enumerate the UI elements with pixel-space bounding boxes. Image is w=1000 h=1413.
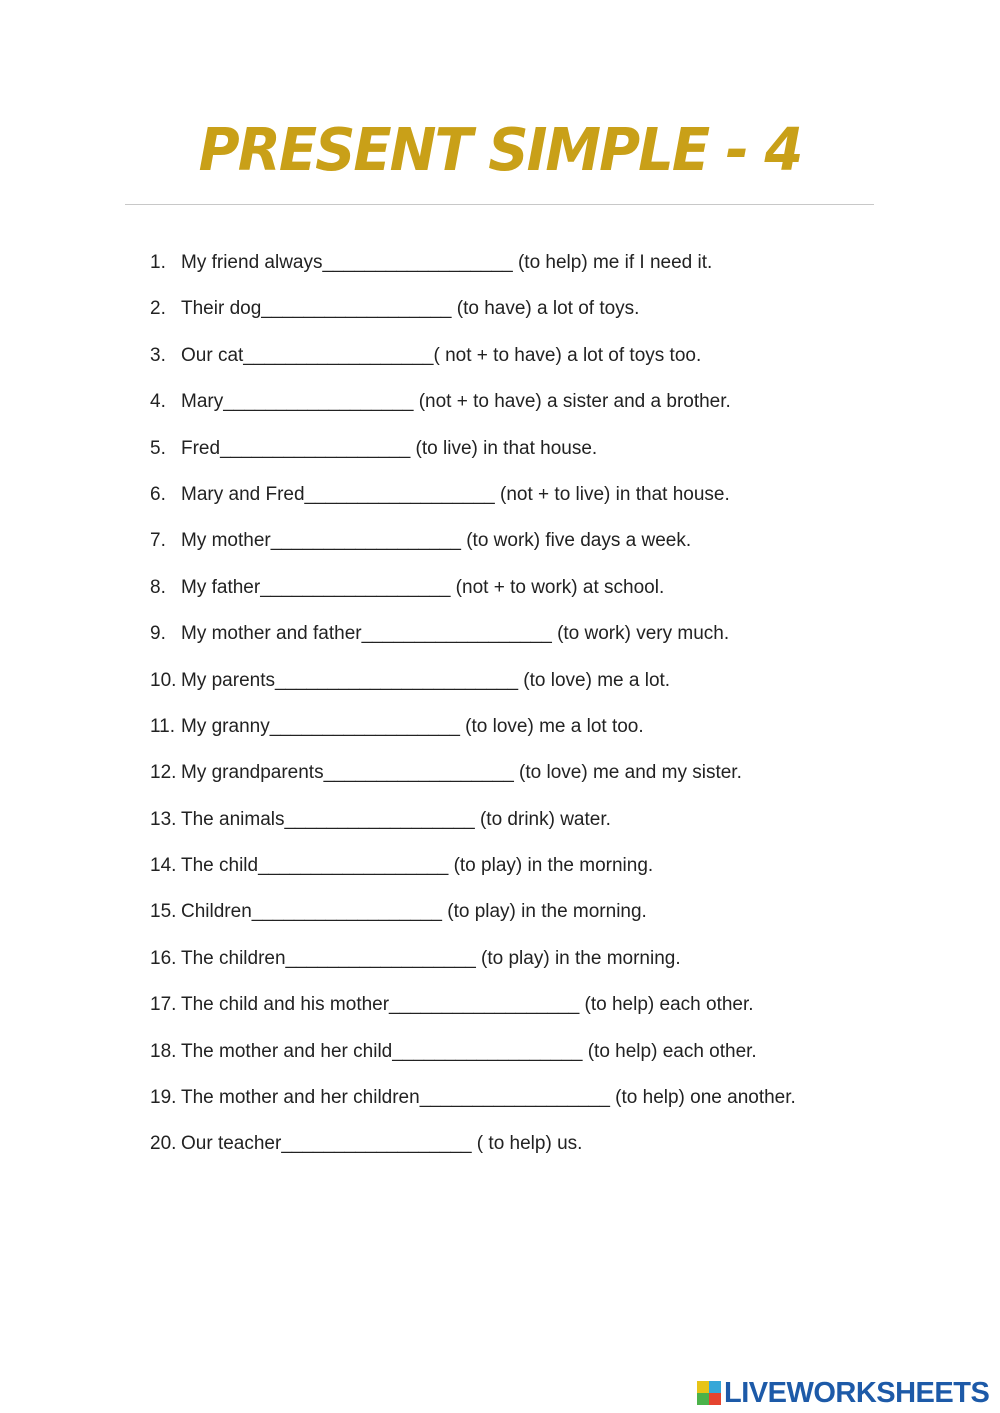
question-text: My friend always__________________ (to help) me if I need it. (181, 252, 713, 273)
question-number: 6. (150, 483, 166, 505)
question-number: 18. (150, 1040, 177, 1062)
question-item (150, 992, 796, 1038)
question-number: 7. (150, 530, 166, 552)
question-number: 4. (150, 391, 166, 413)
question-text: My mother__________________ (to work) five days a week. (181, 530, 692, 552)
question-text: The animals__________________ (to drink) water. (181, 808, 611, 830)
question-item (150, 250, 796, 296)
question-item (150, 1085, 796, 1131)
question-number: 5. (150, 437, 166, 459)
question-item (150, 482, 796, 528)
question-item (150, 853, 796, 899)
question-item (150, 343, 796, 389)
question-number: 3. (150, 344, 166, 366)
question-text: The children__________________ (to play) in the morning. (181, 947, 681, 969)
question-item (150, 575, 796, 621)
question-number: 20. (150, 1133, 177, 1155)
question-item (150, 621, 796, 667)
question-text: My mother and father__________________ (to work) very much. (181, 623, 730, 645)
question-item (150, 946, 796, 992)
question-text: The child__________________ (to play) in the morning. (181, 855, 654, 877)
question-item (150, 1131, 796, 1177)
question-number: 12. (150, 762, 177, 784)
liveworksheets-logo (697, 1376, 989, 1410)
question-number: 10. (150, 669, 177, 691)
question-text: Their dog__________________ (to have) a lot of toys. (181, 298, 640, 320)
question-item (150, 389, 796, 435)
question-text: My father__________________ (not + to work) at school. (181, 576, 665, 598)
question-item (150, 436, 796, 482)
question-number: 11. (150, 715, 176, 737)
question-number: 1. (150, 252, 166, 273)
question-text: Children__________________ (to play) in the morning. (181, 901, 647, 923)
question-item (150, 296, 796, 342)
question-list (150, 250, 796, 1178)
question-text: The child and his mother__________________ (to help) each other. (181, 994, 754, 1016)
question-item (150, 714, 796, 760)
question-number: 19. (150, 1087, 177, 1109)
question-item (150, 668, 796, 714)
question-item (150, 760, 796, 806)
question-text: Our teacher__________________ ( to help) us. (181, 1133, 583, 1155)
question-text: Mary and Fred__________________ (not + to live) in that house. (181, 483, 730, 505)
question-number: 8. (150, 576, 166, 598)
question-item (150, 807, 796, 853)
question-number: 9. (150, 623, 166, 645)
question-number: 16. (150, 947, 177, 969)
question-text: The mother and her child__________________ (to help) each other. (181, 1040, 757, 1062)
question-item (150, 1039, 796, 1085)
question-number: 17. (150, 994, 177, 1016)
question-text: My granny__________________ (to love) me a lot too. (181, 715, 644, 737)
question-item (150, 899, 796, 945)
question-number: 15. (150, 901, 177, 923)
brand-name: LIVEWORKSHEETS (724, 1376, 990, 1409)
question-number: 14. (150, 855, 177, 877)
question-text: My grandparents__________________ (to love) me and my sister. (181, 762, 742, 784)
question-text: Mary__________________ (not + to have) a sister and a brother. (181, 391, 731, 413)
question-text: Fred__________________ (to live) in that house. (181, 437, 598, 459)
question-item (150, 528, 796, 574)
question-number: 13. (150, 808, 177, 830)
question-text: Our cat__________________( not + to have) a lot of toys too. (181, 344, 702, 366)
title-divider (125, 204, 874, 205)
question-number: 2. (150, 298, 166, 320)
question-text: The mother and her children__________________ (to help) one another. (181, 1087, 796, 1109)
liveworksheets-logo-icon (697, 1381, 721, 1405)
worksheet-title: PRESENT SIMPLE - 4 (198, 116, 802, 185)
question-text: My parents_______________________ (to love) me a lot. (181, 669, 671, 691)
